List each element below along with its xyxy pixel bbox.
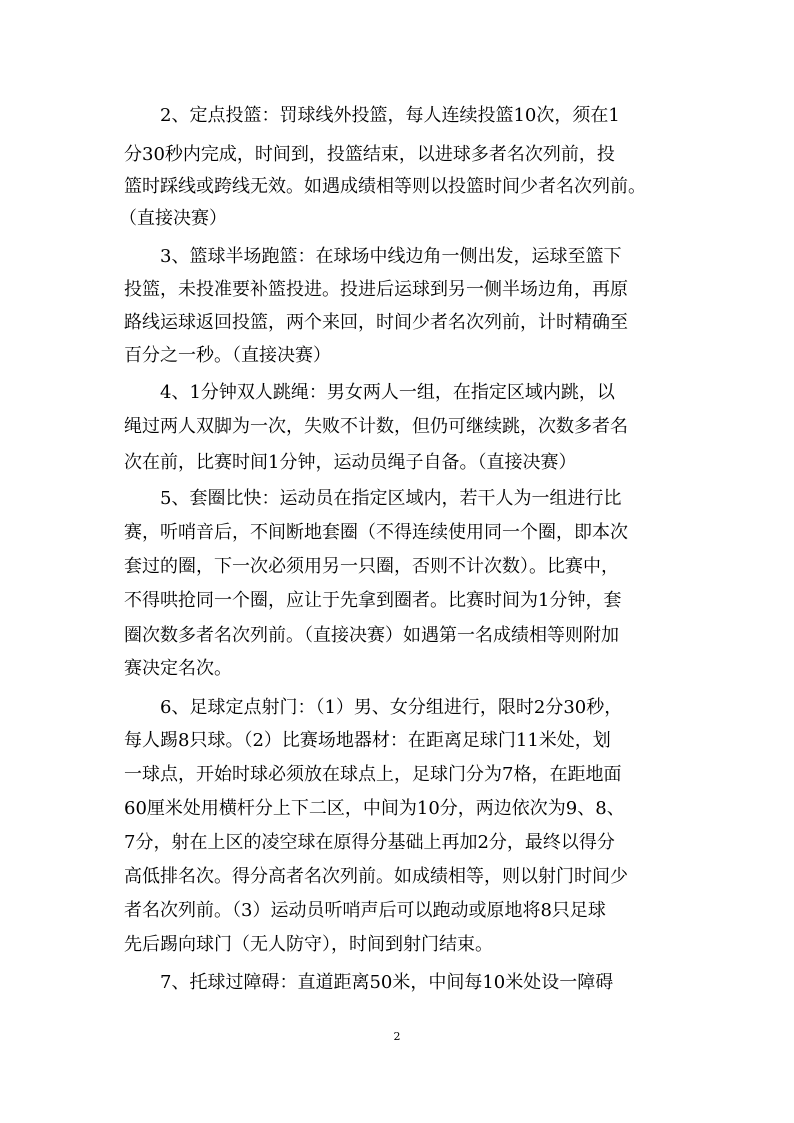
- text-line: 高低排名次。得分高者名次列前。如成绩相等，则以射门时间少: [124, 866, 628, 887]
- text-line: 4、1分钟双人跳绳：男女两人一组，在指定区域内跳，以: [160, 382, 615, 403]
- page-number: 2: [393, 1030, 401, 1043]
- text-line: 百分之一秒。（直接决赛）: [124, 345, 331, 366]
- text-line: （直接决赛）: [119, 208, 227, 229]
- text-line: 6、足球定点射门：（1）男、女分组进行，限时2分30秒，: [160, 697, 623, 718]
- text-line: 一球点，开始时球必须放在球点上，足球门分为7格，在距地面: [124, 764, 622, 785]
- text-line: 者名次列前。（3）运动员听哨声后可以跑动或原地将8只足球: [124, 900, 606, 921]
- text-line: 不得哄抢同一个圈，应让于先拿到圈者。比赛时间为1分钟，套: [124, 590, 622, 611]
- text-line: 圈次数多者名次列前。（直接决赛）如遇第一名成绩相等则附加: [124, 625, 619, 646]
- text-line: 套过的圈，下一次必须用另一只圈，否则不计次数）。比赛中，: [124, 556, 619, 577]
- text-line: 60厘米处用横杆分上下二区，中间为10分，两边依次为9、8、: [124, 798, 625, 819]
- text-line: 赛，听哨音后，不间断地套圈（不得连续使用同一个圈，即本次: [124, 522, 628, 543]
- text-line: 5、套圈比快：运动员在指定区域内，若干人为一组进行比: [160, 488, 622, 509]
- text-line: 7分，射在上区的凌空球在原得分基础上再加2分，最终以得分: [124, 832, 615, 853]
- text-line: 先后踢向球门（无人防守），时间到射门结束。: [124, 934, 493, 955]
- text-line: 次在前，比赛时间1分钟，运动员绳子自备。（直接决赛）: [124, 452, 577, 473]
- text-line: 3、篮球半场跑篮：在球场中线边角一侧出发，运球至篮下: [160, 246, 622, 267]
- text-line: 路线运球返回投篮，两个来回，时间少者名次列前，计时精确至: [124, 312, 628, 333]
- text-line: 投篮，未投准要补篮投进。投进后运球到另一侧半场边角，再原: [124, 279, 628, 300]
- text-line: 分30秒内完成，时间到，投篮结束，以进球多者名次列前，投: [124, 144, 615, 165]
- text-line: 绳过两人双脚为一次，失败不计数，但仍可继续跳，次数多者名: [124, 416, 628, 437]
- text-line: 每人踢8只球。（2）比赛场地器材：在距离足球门11米处，划: [124, 730, 611, 751]
- text-line: 篮时踩线或跨线无效。如遇成绩相等则以投篮时间少者名次列前。: [124, 176, 646, 197]
- text-line: 7、托球过障碍：直道距离50米，中间每10米处设一障碍: [160, 972, 614, 993]
- text-line: 2、定点投篮：罚球线外投篮，每人连续投篮10次，须在1: [160, 105, 620, 126]
- text-line: 赛决定名次。: [124, 658, 232, 679]
